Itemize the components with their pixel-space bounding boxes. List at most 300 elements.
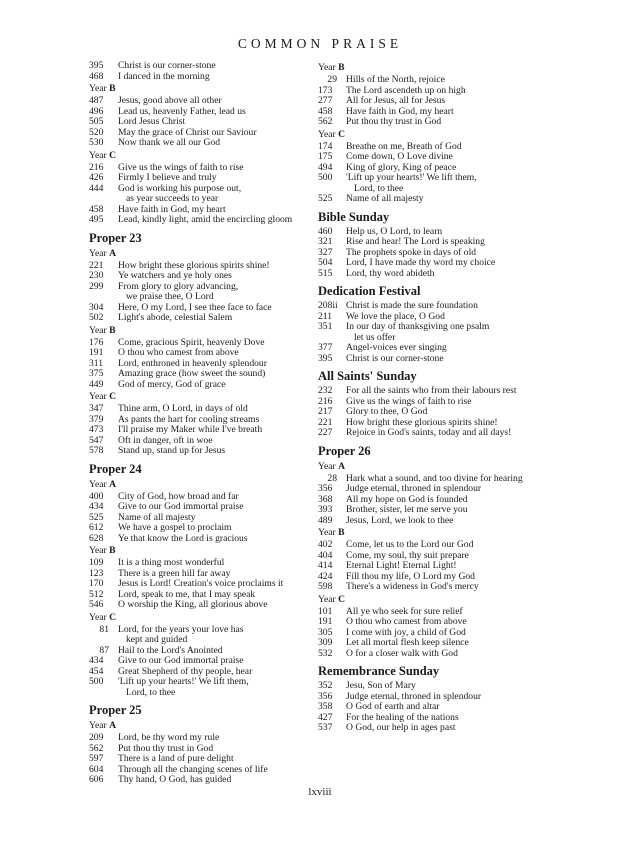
year-subheading <box>89 150 339 161</box>
hymn-title: Have faith in God, my heart <box>346 105 454 117</box>
hymn-number: 191 <box>318 616 333 627</box>
hymn-title: Christ is made the sure foundation <box>346 300 478 311</box>
hymn-title: Give to our God immortal praise <box>118 655 244 666</box>
hymn-number: 532 <box>318 647 333 659</box>
hymn-title: O worship the King, all glorious above <box>118 599 268 610</box>
year-subheading <box>318 62 578 73</box>
hymn-number: 495 <box>89 214 104 225</box>
hymn-number: 299 <box>89 280 104 292</box>
hymn-number: 352 <box>318 680 333 691</box>
hymn-title: From glory to glory advancing, <box>118 280 239 292</box>
hymn-number: 562 <box>89 742 104 754</box>
year-letter: C <box>109 391 117 402</box>
year-subheading <box>89 720 339 731</box>
year-letter: A <box>109 720 117 731</box>
hymn-entry <box>318 96 578 107</box>
hymn-title: Lord, enthroned in heavenly splendour <box>118 357 267 369</box>
hymn-entry <box>318 617 578 628</box>
hymn-title: There's a wideness in God's mercy <box>346 581 479 592</box>
hymn-title: Light's abode, celestial Salem <box>118 312 233 323</box>
hymn-title: How bright these glorious spirits shine! <box>346 416 498 428</box>
hymn-number: 230 <box>89 270 104 281</box>
hymn-entry <box>318 681 578 692</box>
hymn-number: 530 <box>89 137 104 148</box>
hymn-number: 562 <box>318 116 333 127</box>
year-label: Year <box>89 247 110 259</box>
year-subheading <box>89 325 339 336</box>
year-subheading <box>89 479 339 490</box>
hymn-number: 505 <box>89 116 104 127</box>
hymn-title: Jesus, good above all other <box>118 95 222 106</box>
hymn-title-continuation: Lord, to thee <box>354 182 404 194</box>
section-heading: Dedication Festival <box>318 284 421 298</box>
hymn-entry <box>89 380 339 391</box>
hymn-title: Give to our God immortal praise <box>118 501 244 512</box>
year-subheading <box>89 612 339 623</box>
hymn-entry <box>89 72 339 83</box>
hymn-number: 395 <box>89 60 104 71</box>
year-label: Year <box>89 149 110 161</box>
section-heading: All Saints' Sunday <box>318 369 417 383</box>
hymn-title: Rise and hear! The Lord is speaking <box>346 236 485 247</box>
hymn-entry <box>318 484 578 495</box>
hymn-number: 444 <box>89 182 104 194</box>
hymn-entry <box>318 75 578 86</box>
hymn-title: I come with joy, a child of God <box>346 626 466 638</box>
hymn-number: 393 <box>318 504 333 515</box>
hymn-title: Christ is our corner-stone <box>346 352 444 364</box>
hymn-title: Judge eternal, throned in splendour <box>346 483 482 494</box>
hymn-number: 424 <box>318 570 333 582</box>
hymn-number: 309 <box>318 637 333 648</box>
hymn-title: Firmly I believe and truly <box>118 172 217 183</box>
year-label: Year <box>89 545 110 556</box>
hymn-title: Ye that know the Lord is gracious <box>118 532 248 544</box>
hymn-title-continuation: Lord, to thee <box>126 686 176 698</box>
hymn-number: 434 <box>89 501 104 512</box>
right-column <box>318 61 578 734</box>
year-label: Year <box>318 593 339 605</box>
hymn-number: 546 <box>89 599 104 610</box>
hymn-number: 101 <box>318 605 333 617</box>
hymn-title: Jesu, Son of Mary <box>346 680 416 691</box>
hymn-number: 109 <box>89 557 104 568</box>
hymn-entry <box>318 194 578 205</box>
hymn-number: 597 <box>89 753 104 764</box>
hymn-entry <box>89 313 339 324</box>
hymn-number: 404 <box>318 549 333 561</box>
year-letter: A <box>338 460 346 472</box>
section-heading: Proper 23 <box>89 230 142 245</box>
hymn-title: Amazing grace (how sweet the sound) <box>118 368 266 379</box>
hymn-title: It is a thing most wonderful <box>118 557 225 568</box>
hymn-number: 525 <box>89 511 104 523</box>
hymn-number: 604 <box>89 763 104 775</box>
year-label: Year <box>89 324 110 336</box>
hymn-entry <box>318 407 578 418</box>
hymn-entry <box>318 723 578 734</box>
hymn-title: Come down, O Love divine <box>346 151 453 162</box>
page-number: lxviii <box>308 786 332 798</box>
hymn-number: 174 <box>318 140 333 152</box>
hymn-entry <box>89 184 339 205</box>
hymn-number: 358 <box>318 701 333 712</box>
hymn-title: Here, O my Lord, I see thee face to face <box>118 301 272 313</box>
hymn-title: O God of earth and altar <box>346 701 440 712</box>
hymn-number: 227 <box>318 427 333 438</box>
hymn-title: Breathe on me, Breath of God <box>346 140 462 152</box>
year-label: Year <box>89 720 110 731</box>
hymn-entry <box>89 579 339 590</box>
hymn-title: In our day of thanksgiving one psalm <box>346 321 490 332</box>
hymn-title: Name of all majesty <box>118 511 196 523</box>
hymn-number: 449 <box>89 378 104 390</box>
hymn-number: 473 <box>89 424 104 435</box>
hymn-title: Help us, O Lord, to learn <box>346 225 443 237</box>
hymn-title: For all the saints who from their labours rest <box>346 385 517 396</box>
year-letter: B <box>338 527 345 538</box>
year-letter: B <box>338 62 345 73</box>
hymn-entry <box>89 656 339 667</box>
hymn-entry <box>318 505 578 516</box>
hymn-entry <box>89 625 339 646</box>
hymn-entry <box>89 96 339 107</box>
hymn-entry <box>318 258 578 269</box>
year-letter: C <box>109 149 117 161</box>
hymn-number: 217 <box>318 406 333 417</box>
hymn-number: 612 <box>89 522 104 533</box>
hymn-entry <box>318 540 578 551</box>
hymn-title: May the grace of Christ our Saviour <box>118 126 257 138</box>
year-letter: C <box>338 593 346 605</box>
year-letter: A <box>109 247 117 259</box>
hymn-number: 504 <box>318 257 333 268</box>
hymn-title: All ye who seek for sure relief <box>346 605 463 617</box>
hymn-number: 458 <box>318 105 333 117</box>
hymn-title-continuation: kept and guided <box>126 634 188 645</box>
hymn-number: 395 <box>318 352 333 364</box>
hymn-title: God of mercy, God of grace <box>118 378 226 390</box>
hymn-number: 305 <box>318 626 333 638</box>
hymn-number: 311 <box>89 357 104 369</box>
left-column <box>89 61 339 786</box>
year-subheading <box>318 594 578 605</box>
hymn-number: 400 <box>89 490 104 502</box>
hymn-entry <box>89 446 339 457</box>
hymn-title: Christ is our corner-stone <box>118 60 216 71</box>
hymn-entry <box>89 733 339 744</box>
year-letter: C <box>109 611 117 623</box>
year-subheading <box>89 391 339 402</box>
hymn-title: Have faith in God, my heart <box>118 203 226 215</box>
hymn-number: 598 <box>318 581 333 592</box>
hymn-title: Eternal Light! Eternal Light! <box>346 560 457 571</box>
hymn-title: Thine arm, O Lord, in days of old <box>118 403 248 414</box>
section-heading: Proper 24 <box>89 461 142 476</box>
hymn-title: Thy hand, O God, has guided <box>118 774 232 785</box>
year-subheading <box>318 527 578 538</box>
hymn-title: O thou who camest from above <box>346 616 467 627</box>
hymn-number: 377 <box>318 342 333 353</box>
hymn-entry <box>89 600 339 611</box>
hymn-number: 500 <box>89 676 104 687</box>
hymn-number: 427 <box>318 711 333 723</box>
hymn-number: 173 <box>318 84 333 96</box>
year-letter: B <box>109 324 116 336</box>
hymn-entry <box>318 638 578 649</box>
hymn-title: Give us the wings of faith to rise <box>346 395 472 407</box>
hymn-number: 375 <box>89 368 104 379</box>
year-subheading <box>89 83 339 94</box>
hymn-title: Come, my soul, thy suit prepare <box>346 549 469 561</box>
hymn-number: 175 <box>318 151 333 162</box>
hymn-entry <box>318 237 578 248</box>
hymn-title: Hills of the North, rejoice <box>346 74 445 85</box>
hymn-entry <box>89 558 339 569</box>
hymn-title: City of God, how broad and far <box>118 490 239 502</box>
hymn-number: 628 <box>89 532 104 544</box>
year-subheading <box>318 461 578 472</box>
hymn-title: Put thou thy trust in God <box>118 742 214 754</box>
hymn-title: Give us the wings of faith to rise <box>118 161 244 173</box>
hymn-entry <box>318 702 578 713</box>
hymn-title: Lord, I have made thy word my choice <box>346 257 496 268</box>
hymn-number: 468 <box>89 70 104 82</box>
hymn-title: Hark what a sound, and too divine for hearing <box>346 472 523 484</box>
hymn-number: 29 <box>327 74 337 85</box>
hymn-number: 578 <box>89 445 104 456</box>
hymn-entry <box>89 61 339 72</box>
hymn-number: 87 <box>99 644 109 656</box>
year-label: Year <box>89 83 110 94</box>
hymn-title: We have a gospel to proclaim <box>118 522 232 533</box>
hymn-number: 500 <box>318 172 333 183</box>
hymn-entry <box>89 369 339 380</box>
hymn-entry <box>89 138 339 149</box>
hymn-entry <box>318 152 578 163</box>
year-label: Year <box>318 460 339 472</box>
hymn-number: 520 <box>89 126 104 138</box>
hymn-number: 347 <box>89 403 104 414</box>
hymn-entry <box>89 534 339 545</box>
hymn-entry <box>89 271 339 282</box>
hymn-title: Let all mortal flesh keep silence <box>346 637 469 648</box>
year-letter: B <box>109 83 116 94</box>
hymn-title: Rejoice in God's saints, today and all days! <box>346 427 512 438</box>
hymn-entry <box>318 354 578 365</box>
hymn-number: 351 <box>318 321 333 332</box>
year-label: Year <box>89 478 110 490</box>
hymn-entry <box>318 269 578 280</box>
hymn-entry <box>318 386 578 397</box>
hymn-number: 221 <box>318 416 333 428</box>
hymn-title: For the healing of the nations <box>346 711 459 723</box>
hymn-number: 379 <box>89 413 104 425</box>
hymn-number: 327 <box>318 246 333 258</box>
hymn-entry <box>89 404 339 415</box>
section-heading: Remembrance Sunday <box>318 664 440 678</box>
hymn-title: Now thank we all our God <box>118 137 221 148</box>
hymn-entry <box>89 425 339 436</box>
hymn-entry <box>89 775 339 786</box>
hymn-number: 502 <box>89 312 104 323</box>
hymn-number: 191 <box>89 347 104 358</box>
year-subheading <box>318 129 578 140</box>
hymn-number: 489 <box>318 514 333 526</box>
year-letter: B <box>109 545 116 556</box>
year-label: Year <box>89 391 110 402</box>
hymn-title: 'Lift up your hearts!' We lift them, <box>118 676 249 687</box>
hymn-title: O for a closer walk with God <box>346 647 458 659</box>
hymn-title: King of glory, King of peace <box>346 161 457 173</box>
hymn-title: The Lord ascendeth up on high <box>346 84 466 96</box>
hymn-entry <box>89 117 339 128</box>
hymn-title: Lord, be thy word my rule <box>118 732 220 743</box>
hymn-title: Oft in danger, oft in woe <box>118 434 213 446</box>
section-heading: Bible Sunday <box>318 209 390 224</box>
hymn-number: 402 <box>318 539 333 550</box>
hymn-title: Jesus is Lord! Creation's voice proclaims it <box>118 578 284 589</box>
hymn-number: 211 <box>318 310 333 322</box>
hymn-number: 123 <box>89 567 104 579</box>
hymn-number: 321 <box>318 236 333 247</box>
hymn-title-continuation: as year succeeds to year <box>126 193 219 204</box>
hymn-title: Lord, for the years your love has <box>118 623 244 635</box>
hymn-title: O God, our help in ages past <box>346 722 456 733</box>
hymn-title: 'Lift up your hearts!' We lift them, <box>346 172 477 183</box>
hymn-title: Brother, sister, let me serve you <box>346 504 468 515</box>
hymn-title: How bright these glorious spirits shine! <box>118 259 270 271</box>
hymn-title: Glory to thee, O God <box>346 406 428 417</box>
hymn-number: 277 <box>318 95 333 106</box>
hymn-number: 170 <box>89 578 104 589</box>
hymn-entry <box>318 343 578 354</box>
hymn-title-continuation: let us offer <box>354 331 396 343</box>
hymn-number: 458 <box>89 203 104 215</box>
hymn-title: I'll praise my Maker while I've breath <box>118 424 263 435</box>
hymn-title: Through all the changing scenes of life <box>118 763 268 775</box>
hymn-number: 515 <box>318 267 333 279</box>
hymn-number: 454 <box>89 665 104 677</box>
running-head: COMMON PRAISE <box>237 36 403 51</box>
hymn-entry <box>89 215 339 226</box>
hymn-title: Hail to the Lord's Anointed <box>118 644 223 656</box>
hymn-title: O thou who camest from above <box>118 347 239 358</box>
hymn-title-continuation: we praise thee, O Lord <box>126 291 214 302</box>
hymn-entry <box>318 173 578 194</box>
hymn-entry <box>89 754 339 765</box>
hymn-number: 28 <box>327 472 337 484</box>
hymn-entry <box>318 428 578 439</box>
hymn-entry <box>318 117 578 128</box>
year-label: Year <box>318 527 339 538</box>
hymn-title: Angel-voices ever singing <box>346 342 447 353</box>
hymn-number: 494 <box>318 161 333 173</box>
hymn-entry <box>318 649 578 660</box>
hymn-number: 216 <box>89 161 104 173</box>
hymn-title: We love the place, O God <box>346 310 445 322</box>
hymn-entry <box>89 523 339 534</box>
hymn-title: All my hope on God is founded <box>346 493 468 505</box>
hymn-number: 208ii <box>318 300 338 311</box>
hymn-number: 512 <box>89 588 104 600</box>
hymn-number: 434 <box>89 655 104 666</box>
hymn-title: Put thou thy trust in God <box>346 116 442 127</box>
hymn-title: All for Jesus, all for Jesus <box>346 95 446 106</box>
year-label: Year <box>318 128 339 140</box>
year-letter: C <box>338 128 346 140</box>
hymn-title: Stand up, stand up for Jesus <box>118 445 226 456</box>
hymn-number: 304 <box>89 301 104 313</box>
hymn-number: 368 <box>318 493 333 505</box>
hymn-number: 496 <box>89 105 104 117</box>
hymn-title: Ye watchers and ye holy ones <box>118 270 232 281</box>
hymn-number: 537 <box>318 722 333 733</box>
hymn-number: 356 <box>318 690 333 702</box>
hymn-title: Judge eternal, throned in splendour <box>346 690 482 702</box>
hymn-number: 426 <box>89 172 104 183</box>
hymn-title: Come, gracious Spirit, heavenly Dove <box>118 336 265 348</box>
hymn-entry <box>89 502 339 513</box>
section-heading: Proper 26 <box>318 443 371 458</box>
hymn-title: As pants the hart for cooling streams <box>118 413 260 425</box>
hymn-title: Fill thou my life, O Lord my God <box>346 570 475 582</box>
hymn-title: I danced in the morning <box>118 70 210 82</box>
hymn-entry <box>318 322 578 343</box>
hymn-title: There is a land of pure delight <box>118 753 234 764</box>
hymn-entry <box>318 516 578 527</box>
hymn-entry <box>89 677 339 698</box>
hymn-entry <box>318 582 578 593</box>
hymn-number: 606 <box>89 774 104 785</box>
hymn-title: The prophets spoke in days of old <box>346 246 477 258</box>
hymn-title: Name of all majesty <box>346 193 424 204</box>
hymn-number: 487 <box>89 95 104 106</box>
hymn-number: 209 <box>89 732 104 743</box>
hymn-title: God is working his purpose out, <box>118 182 242 194</box>
hymn-number: 216 <box>318 395 333 407</box>
year-subheading <box>89 545 339 556</box>
section-heading: Proper 25 <box>89 703 142 717</box>
hymn-entry <box>89 173 339 184</box>
hymn-number: 547 <box>89 434 104 446</box>
year-label: Year <box>318 62 339 73</box>
hymn-title: Lead us, heavenly Father, lead us <box>118 105 246 117</box>
hymn-entry <box>318 301 578 312</box>
hymn-title: Lead, kindly light, amid the encircling gloom <box>118 214 293 225</box>
hymn-number: 232 <box>318 385 333 396</box>
hymn-title: Lord, speak to me, that I may speak <box>118 588 256 600</box>
hymn-title: There is a green hill far away <box>118 567 231 579</box>
hymn-title: Great Shepherd of thy people, hear <box>118 665 253 677</box>
year-letter: A <box>109 478 117 490</box>
hymn-number: 525 <box>318 193 333 204</box>
year-subheading <box>89 248 339 259</box>
hymn-number: 414 <box>318 560 333 571</box>
hymn-number: 460 <box>318 225 333 237</box>
hymn-number: 356 <box>318 483 333 494</box>
hymn-entry <box>89 348 339 359</box>
hymn-number: 81 <box>99 623 109 635</box>
year-label: Year <box>89 611 110 623</box>
hymn-title: Lord, thy word abideth <box>346 267 435 279</box>
hymn-title: Jesus, Lord, we look to thee <box>346 514 454 526</box>
hymn-number: 221 <box>89 259 104 271</box>
hymn-title: Lord Jesus Christ <box>118 116 186 127</box>
hymn-entry <box>318 561 578 572</box>
hymn-number: 176 <box>89 336 104 348</box>
hymn-entry <box>89 282 339 303</box>
